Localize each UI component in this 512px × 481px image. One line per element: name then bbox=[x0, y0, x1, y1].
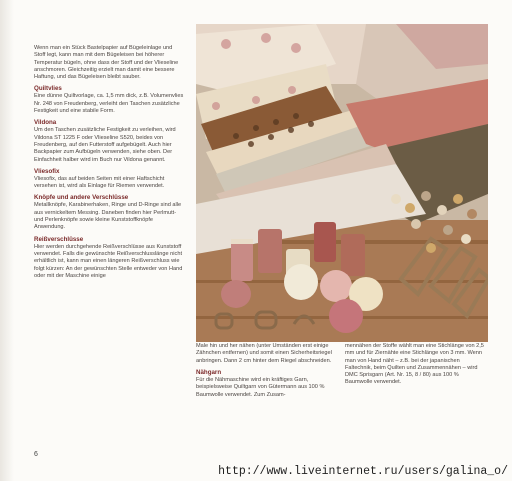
heading-vliesofix: Vliesofix bbox=[34, 167, 60, 175]
text-naehgarn: Für die Nähmaschine wird ein kräftiges Garn, beispielsweise Quiltgarn von Gütermann aus 100 % Baumwolle verwendet. Zum Zusam- bbox=[196, 377, 325, 398]
heading-knoepfe: Knöpfe und andere Verschlüsse bbox=[34, 194, 129, 202]
watermark-url: http://www.liveinternet.ru/users/galina_o/ bbox=[218, 465, 508, 478]
text-naehgarn-continued: mennähen der Stoffe wählt man eine Stichlänge von 2,5 mm und für Ziernähte eine Stichlänge von 3 mm. Wenn man von Hand näht – z.B. bei der japanischen Faltechnik, beim Quilten und Zusammennähen – wird DMC Sprisgarn (Art. Nr. 15, 8 / 80) aus 100 % Baumwolle verwendet. bbox=[345, 343, 484, 386]
left-text-column bbox=[34, 45, 184, 284]
text-vliesofix: Vliesofix, das auf beiden Seiten mit einer Haftschicht versehen ist, wird als Einlage für Riemen verwendet. bbox=[34, 175, 165, 190]
zipper-continuation: Male hin und her nähen (unter Umständen erst einige Zähnchen entfernen) und somit einen Sicherheitsriegel anbringen. Dann 2 cm hinter dem Riegel abschneiden. bbox=[196, 343, 332, 364]
intro-paragraph: Wenn man ein Stück Bastelpapier auf Bügeleinlage und Stoff legt, kann man mit dem Bügeleisen bei höherer Temperatur bügeln, ohne dass der Stoff und der Vlieseline anschmoren. Gleichzeitig erzielt man damit eine bessere Haftung, und das Bügeleisen bleibt sauber. bbox=[34, 45, 179, 81]
fabric-and-notions-photo bbox=[196, 24, 488, 342]
page-number: 6 bbox=[34, 451, 38, 458]
heading-reissverschluesse: Reißverschlüsse bbox=[34, 235, 84, 243]
heading-vildona: Vildona bbox=[34, 119, 57, 127]
text-vildona: Um den Taschen zusätzliche Festigkeit zu verleihen, wird Vildona ST 1225 F oder Vlieseline S520, beides von Freudenberg, auf den Futterstoff aufgebügelt. Auch hier Backpapier zum Aufbügeln verwenden, siehe oben. Der Einfachheit halber wird im Buch nur Vildona genannt. bbox=[34, 127, 176, 163]
heading-quiltvlies: Quiltvlies bbox=[34, 85, 62, 93]
heading-naehgarn: Nähgarn bbox=[196, 368, 222, 376]
right-bottom-column bbox=[345, 343, 485, 391]
page-fold-shadow bbox=[0, 0, 14, 481]
text-knoepfe: Metallknöpfe, Karabinerhaken, Ringe und D-Ringe sind alle aus vernickeltem Messing. Daneben finden hier Perlmutt- und Perlenknöpfe sowie kleine Kunststoffknöpfe Anwendung. bbox=[34, 202, 182, 231]
text-reissverschluesse: Hier werden durchgehende Reißverschlüsse aus Kunststoff verwendet. Falls die gewünschte Reißverschlusslänge nicht erhältlich ist, kann man einen längeren Reißverschluss wie folgt kürzen: An der gewünschten Stelle entweder von Hand oder mit der Maschine einige bbox=[34, 243, 183, 279]
middle-bottom-column bbox=[196, 343, 336, 403]
text-quiltvlies: Eine dünne Quiltvorlage, ca. 1,5 mm dick, z.B. Volumenvlies Nr. 248 von Freudenberg, verleiht den Taschen zusätzliche Festigkeit und eine stabile Form. bbox=[34, 93, 184, 115]
